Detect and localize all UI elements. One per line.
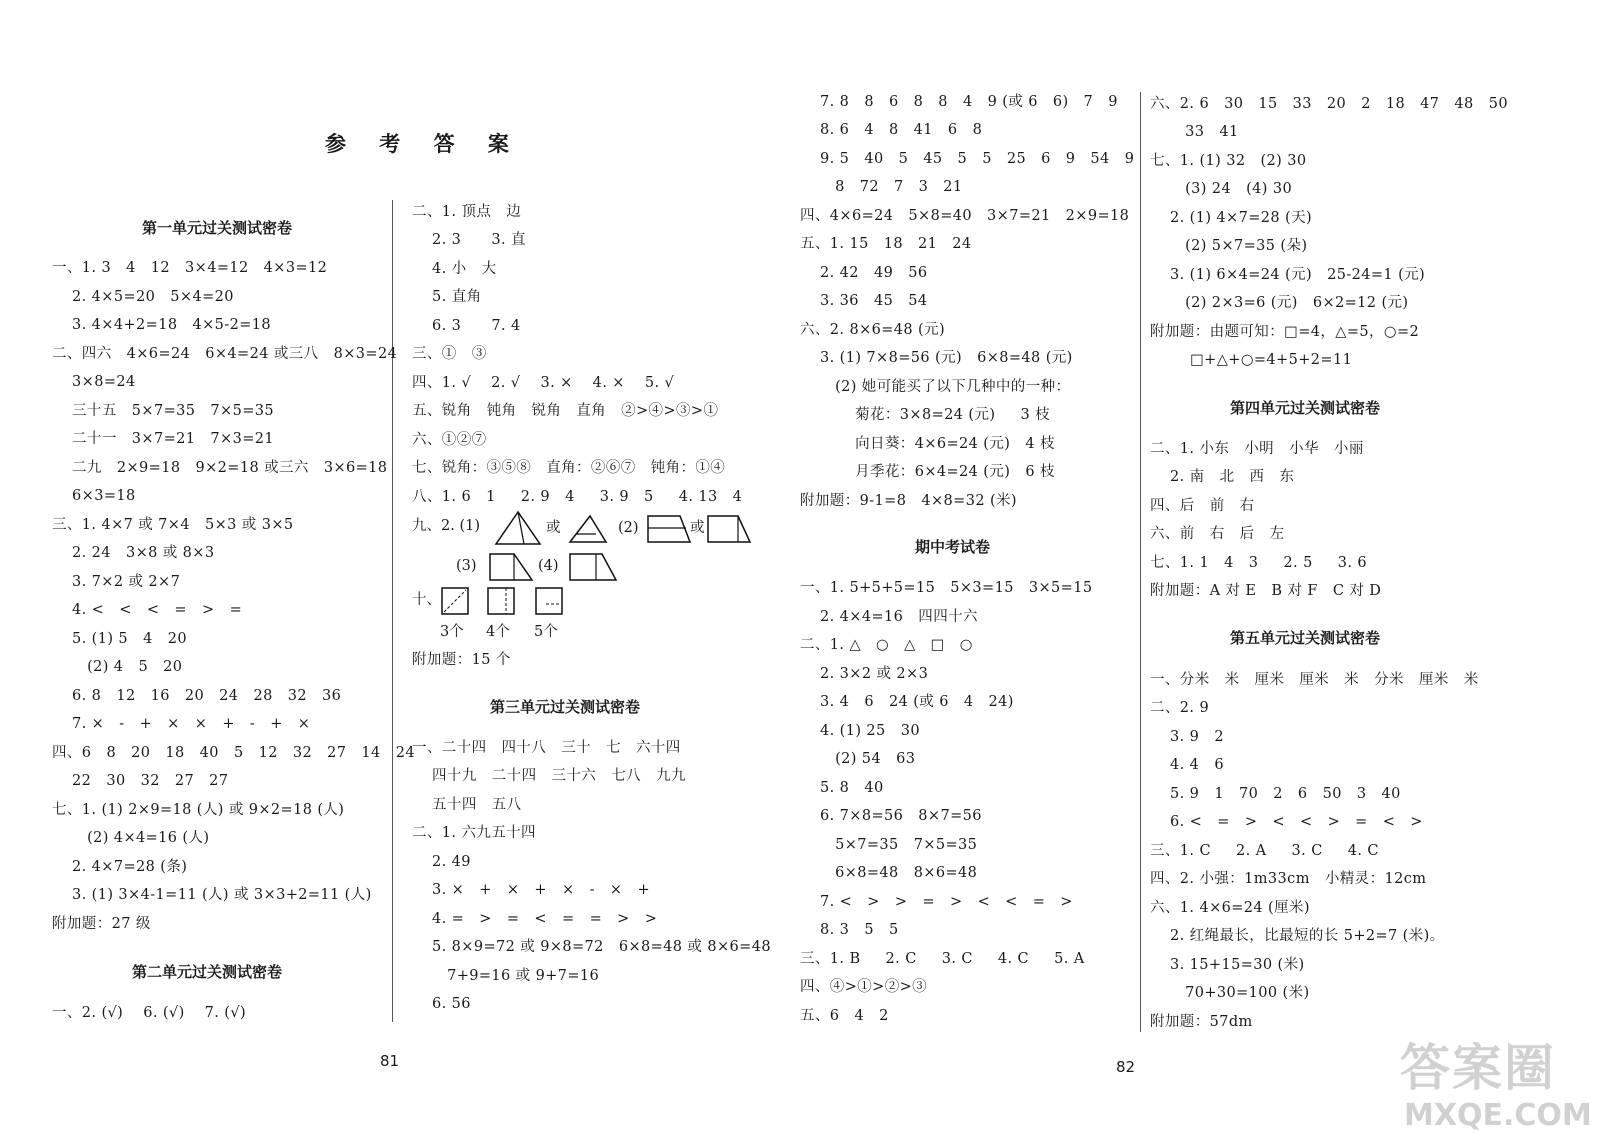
answer-line: 6×8=48 8×6=48 [800,865,978,881]
or-label: 或 [690,520,705,536]
answer-line: 3. (1) 3×4-1=11 (人) 或 3×3+2=11 (人) [52,887,372,903]
answer-line: 2. (1) 4×7=28 (天) [1150,210,1313,226]
answer-line: □+△+○=4+5+2=11 [1150,352,1353,368]
answer-line: 8. 6 4 8 41 6 8 [800,122,983,138]
answer-line: 2. 42 49 56 [800,265,928,281]
answer-line: 三、1. B 2. C 3. C 4. C 5. A [800,951,1085,967]
answer-line: 七、1. (1) 32 (2) 30 [1150,153,1307,169]
answer-line: 33 41 [1150,124,1239,140]
column-divider-left [392,200,393,1022]
answer-line: 5×7=35 7×5=35 [800,837,978,853]
answer-line: 4. (1) 25 30 [800,723,920,739]
unit1-heading: 第一单元过关测试密卷 [142,219,293,237]
answer-line: 八、1. 6 1 2. 9 4 3. 9 5 4. 13 4 [412,489,743,505]
answer-line: 7+9=16 或 9+7=16 [412,968,600,984]
answer-line: 四、1. √ 2. √ 3. × 4. × 5. √ [412,375,675,391]
unit4-heading: 第四单元过关测试密卷 [1230,399,1381,417]
answer-line: 2. 红绳最长，比最短的长 5+2=7 (米)。 [1150,928,1445,944]
ten-label: 十、 [412,592,441,608]
square-figure [486,586,516,616]
answer-line: 一、1. 3 4 12 3×4=12 4×3=12 [52,260,328,276]
answer-line: 2. 4×7=28 (条) [52,859,188,875]
answer-line: (2) 2×3=6 (元) 6×2=12 (元) [1150,295,1409,311]
answer-line: 二、2. 9 [1150,700,1210,716]
answer-line: (3) 24 (4) 30 [1150,181,1293,197]
trapezoid-figure [646,514,692,544]
answer-line: 7. 8 8 6 8 8 4 9 (或 6 6) 7 9 [800,94,1118,110]
page-title: 参 考 答 案 [325,132,522,156]
answer-line: 2. 3 3. 直 [412,232,526,248]
answer-line: (2) 她可能买了以下几种中的一种： [800,379,1071,395]
answer-line: 四、后 前 右 [1150,498,1255,514]
answer-line: 五、1. 15 18 21 24 [800,236,972,252]
answer-line: 附加题：57dm [1150,1014,1253,1030]
count-label: 4个 [486,624,510,640]
answer-line: 向日葵：4×6=24 (元) 4 枝 [800,436,1055,452]
answer-line: 4. 小 大 [412,261,497,277]
answer-line: 8 72 7 3 21 [800,179,963,195]
answer-line: 一、2. (√) 6. (√) 7. (√) [52,1005,247,1021]
answer-line: 6. 56 [412,996,471,1012]
answer-line: 6. 8 12 16 20 24 28 32 36 [52,688,342,704]
answer-line: 三、1. C 2. A 3. C 4. C [1150,843,1379,859]
answer-line: 2. 3×2 或 2×3 [800,666,929,682]
column-divider-right [1140,92,1141,1032]
answer-line: 四十九 二十四 三十六 七八 九九 [412,768,686,784]
answer-line: 9. 5 40 5 45 5 5 25 6 9 54 9 [800,151,1135,167]
answer-line: 3×8=24 [52,374,136,390]
answer-line: 6×3=18 [52,488,136,504]
unit5-heading: 第五单元过关测试密卷 [1230,629,1381,647]
answer-line: 5. 9 1 70 2 6 50 3 40 [1150,786,1401,802]
answer-line: 月季花：6×4=24 (元) 6 枝 [800,464,1055,480]
count-label: 3个 [440,624,464,640]
answer-line: 5. (1) 5 4 20 [52,631,187,647]
answer-line: 六、1. 4×6=24 (厘米) [1150,900,1310,916]
triangle-figure [568,514,608,544]
watermark-text: 答案圈 [1400,1039,1556,1097]
answer-line: 3. 9 2 [1150,729,1224,745]
answer-line: 二、1. △ ○ △ □ ○ [800,637,973,653]
answer-line: 四、4×6=24 5×8=40 3×7=21 2×9=18 [800,208,1130,224]
answer-line: 2. 南 北 西 东 [1150,469,1295,485]
trapezoid-figure [488,552,536,582]
answer-line: 附加题：A 对 E B 对 F C 对 D [1150,583,1382,599]
triangle-figure [494,510,542,546]
answer-line: 七、锐角：③⑤⑧ 直角：②⑥⑦ 钝角：①④ [412,460,726,476]
answer-line: 2. 49 [412,854,471,870]
answer-line: 3. (1) 6×4=24 (元) 25-24=1 (元) [1150,267,1426,283]
watermark-logo [1400,1028,1592,1140]
square-figure [534,586,564,616]
or-label: 或 [546,520,561,536]
answer-line: 三、① ③ [412,346,487,362]
square-figure [440,586,470,616]
answer-line: 3. × + × + × - × + [412,882,651,898]
answer-line: 二、1. 顶点 边 [412,204,522,220]
answer-line: (2) 5×7=35 (朵) [1150,238,1308,254]
answer-line: 4. = > = < = = > > [412,911,658,927]
answer-line: 一、1. 5+5+5=15 5×3=15 3×5=15 [800,580,1093,596]
answer-line: 四、④>①>②>③ [800,979,928,995]
answer-line: 6. 3 7. 4 [412,318,521,334]
trapezoid-figure [706,514,752,544]
answer-line: 六、前 右 后 左 [1150,526,1285,542]
answer-line: 70+30=100 (米) [1150,985,1310,1001]
nine-label: 九、2. (1) [412,518,480,534]
answer-line: 三、1. 4×7 或 7×4 5×3 或 3×5 [52,517,294,533]
answer-line: 5. 8 40 [800,780,884,796]
answer-line: 3. 4 6 24 (或 6 4 24) [800,694,1014,710]
answer-line: 7. < > > = > < < = > [800,894,1073,910]
count-label: 5个 [534,624,558,640]
sub-label: (4) [538,558,559,574]
watermark-url: MXQE.COM [1404,1098,1592,1133]
sub-label: (2) [618,520,639,536]
answer-line: 二、四六 4×6=24 6×4=24 或三八 8×3=24 [52,346,398,362]
answer-line: 3. 15+15=30 (米) [1150,957,1305,973]
answer-line: 五、6 4 2 [800,1008,889,1024]
answer-line: 菊花：3×8=24 (元) 3 枝 [800,407,1051,423]
answer-line: 一、分米 米 厘米 厘米 米 分米 厘米 米 [1150,672,1479,688]
answer-line: (2) 54 63 [800,751,916,767]
answer-line: 七、1. 1 4 3 2. 5 3. 6 [1150,555,1368,571]
page-number-right: 82 [1116,1058,1136,1076]
unit3-heading: 第三单元过关测试密卷 [490,698,641,716]
answer-line: (2) 4 5 20 [52,659,183,675]
answer-line: 二九 2×9=18 9×2=18 或三六 3×6=18 [52,460,388,476]
trapezoid-figure [568,552,620,582]
answer-line: 四、2. 小强：1m33cm 小精灵：12cm [1150,871,1427,887]
answer-line: 一、二十四 四十八 三十 七 六十四 [412,740,681,756]
answer-line: 5. 直角 [412,289,482,305]
answer-line: 3. 7×2 或 2×7 [52,574,181,590]
answer-line: 8. 3 5 5 [800,922,899,938]
answer-line: 附加题：15 个 [412,652,511,668]
answer-line: 六、2. 8×6=48 (元) [800,322,946,338]
unit2-heading: 第二单元过关测试密卷 [132,963,283,981]
answer-line: 五、锐角 钝角 锐角 直角 ②>④>③>① [412,403,719,419]
answer-line: 3. 4×4+2=18 4×5-2=18 [52,317,272,333]
answer-line: 七、1. (1) 2×9=18 (人) 或 9×2=18 (人) [52,802,345,818]
answer-line: 4. < < < = > = [52,602,243,618]
answer-line: 五十四 五八 [412,797,522,813]
answer-line: 三十五 5×7=35 7×5=35 [52,403,274,419]
answer-line: 附加题：27 级 [52,916,151,932]
answer-line: 二十一 3×7=21 7×3=21 [52,431,274,447]
answer-line: 2. 4×5=20 5×4=20 [52,289,234,305]
sub-label: (3) [456,558,477,574]
answer-line: 5. 8×9=72 或 9×8=72 6×8=48 或 8×6=48 [412,939,771,955]
answer-line: 6. < = > < < > = < > [1150,814,1423,830]
page-number-left: 81 [380,1052,400,1070]
answer-line: 二、1. 小东 小明 小华 小丽 [1150,441,1364,457]
answer-line: 4. 4 6 [1150,757,1224,773]
answer-line: 二、1. 六九五十四 [412,825,536,841]
answer-line: 六、2. 6 30 15 33 20 2 18 47 48 50 [1150,96,1508,112]
answer-line: 3. 36 45 54 [800,293,928,309]
answer-line: 6. 7×8=56 8×7=56 [800,808,982,824]
answer-line: 7. × - + × × + - + × [52,716,311,732]
answer-line: 附加题：由题可知：□=4，△=5，○=2 [1150,324,1420,340]
answer-line: 22 30 32 27 27 [52,773,229,789]
answer-line: 2. 4×4=16 四四十六 [800,609,978,625]
answer-line: 2. 24 3×8 或 8×3 [52,545,215,561]
answer-line: 附加题：9-1=8 4×8=32 (米) [800,493,1017,509]
answer-line: (2) 4×4=16 (人) [52,830,210,846]
answer-line: 3. (1) 7×8=56 (元) 6×8=48 (元) [800,350,1073,366]
answer-line: 六、①②⑦ [412,432,487,448]
midterm-heading: 期中考试卷 [915,538,991,556]
answer-line: 四、6 8 20 18 40 5 12 32 27 14 24 [52,745,415,761]
